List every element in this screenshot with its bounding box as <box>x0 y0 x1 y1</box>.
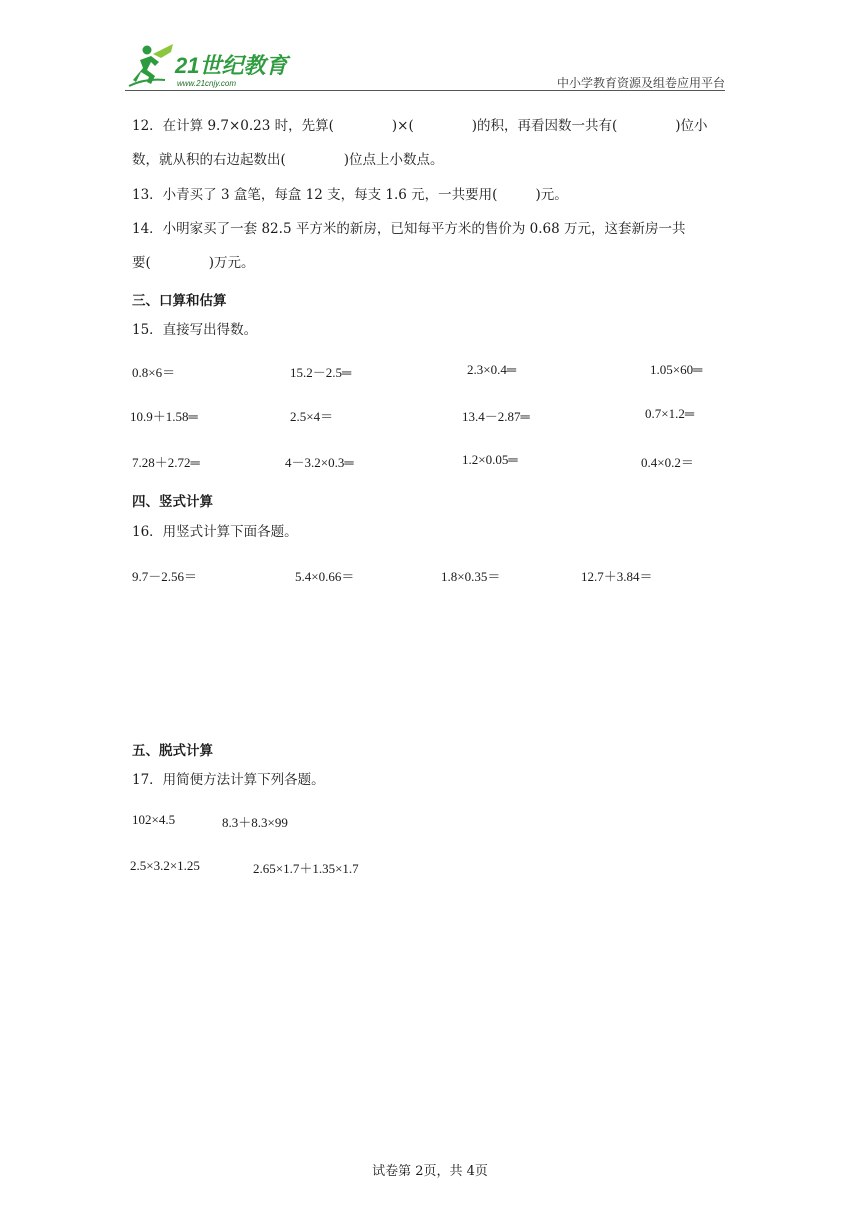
q15-r2-c3: 13.4－2.87═ <box>462 409 530 424</box>
q17-item-1: 102×4.5 <box>132 812 176 827</box>
question-15-prompt: 15．直接写出得数。 <box>132 322 258 338</box>
q15-r1-c4: 1.05×60═ <box>650 362 703 377</box>
q16-item-2: 5.4×0.66＝ <box>295 569 355 584</box>
section-heading-3: 三、口算和估算 <box>132 293 227 309</box>
q15-r1-c2: 15.2－2.5═ <box>290 365 352 380</box>
q17-item-3: 2.5×3.2×1.25 <box>130 858 200 873</box>
logo-url: www.21cnjy.com <box>177 79 236 88</box>
q15-r3-c4: 0.4×0.2＝ <box>641 455 694 470</box>
q15-r3-c1: 7.28＋2.72═ <box>132 455 200 470</box>
q12-text-3: )的积，再看因数一共有( <box>471 118 618 134</box>
q12-text-5: 数，就从积的右边起数出( <box>132 152 286 168</box>
q12-text-2: )×( <box>391 118 414 134</box>
q13-text-1: 13．小青买了 3 盒笔，每盒 12 支，每支 1.6 元，一共要用( <box>132 187 498 203</box>
section-heading-4: 四、竖式计算 <box>132 494 213 510</box>
page-footer: 试卷第 2页，共 4页 <box>372 1164 488 1179</box>
q16-item-3: 1.8×0.35＝ <box>441 569 501 584</box>
header-divider <box>125 90 725 91</box>
q15-r2-c2: 2.5×4＝ <box>290 409 334 424</box>
q15-r3-c2: 4－3.2×0.3═ <box>285 455 354 470</box>
logo-text: 21世纪教育 <box>175 53 288 78</box>
q15-r1-c1: 0.8×6＝ <box>132 365 176 380</box>
platform-name: 中小学教育资源及组卷应用平台 <box>556 76 725 90</box>
q16-item-4: 12.7＋3.84＝ <box>581 569 653 584</box>
question-14-line-2 <box>132 257 255 271</box>
q15-r2-c4: 0.7×1.2═ <box>645 406 695 421</box>
question-16-prompt: 16．用竖式计算下面各题。 <box>132 524 298 540</box>
q12-text-6: )位点上小数点。 <box>343 152 444 168</box>
q13-text-2: )元。 <box>535 187 568 203</box>
question-13 <box>132 189 568 203</box>
question-12-line-1 <box>132 120 708 134</box>
page-header <box>125 40 725 92</box>
logo-21cnjy <box>125 40 295 92</box>
question-12-line-2 <box>132 154 444 168</box>
q14-text-2: )万元。 <box>208 255 255 271</box>
q17-item-4: 2.65×1.7＋1.35×1.7 <box>253 861 359 876</box>
q16-item-1: 9.7－2.56＝ <box>132 569 198 584</box>
q12-text-4: )位小 <box>675 118 708 134</box>
q12-text-1: 12．在计算 9.7×0.23 时，先算( <box>132 118 334 134</box>
section-heading-5: 五、脱式计算 <box>132 743 213 759</box>
question-14-line-1: 14．小明家买了一套 82.5 平方米的新房，已知每平方米的售价为 0.68 万元，这套新房一共 <box>132 221 686 237</box>
q17-item-2: 8.3＋8.3×99 <box>222 815 288 830</box>
q15-r1-c3: 2.3×0.4═ <box>467 362 517 377</box>
question-17-prompt: 17．用简便方法计算下列各题。 <box>132 772 325 788</box>
q15-r2-c1: 10.9＋1.58═ <box>130 409 198 424</box>
q14-text-1: 要( <box>132 255 151 271</box>
q15-r3-c3: 1.2×0.05═ <box>462 452 518 467</box>
